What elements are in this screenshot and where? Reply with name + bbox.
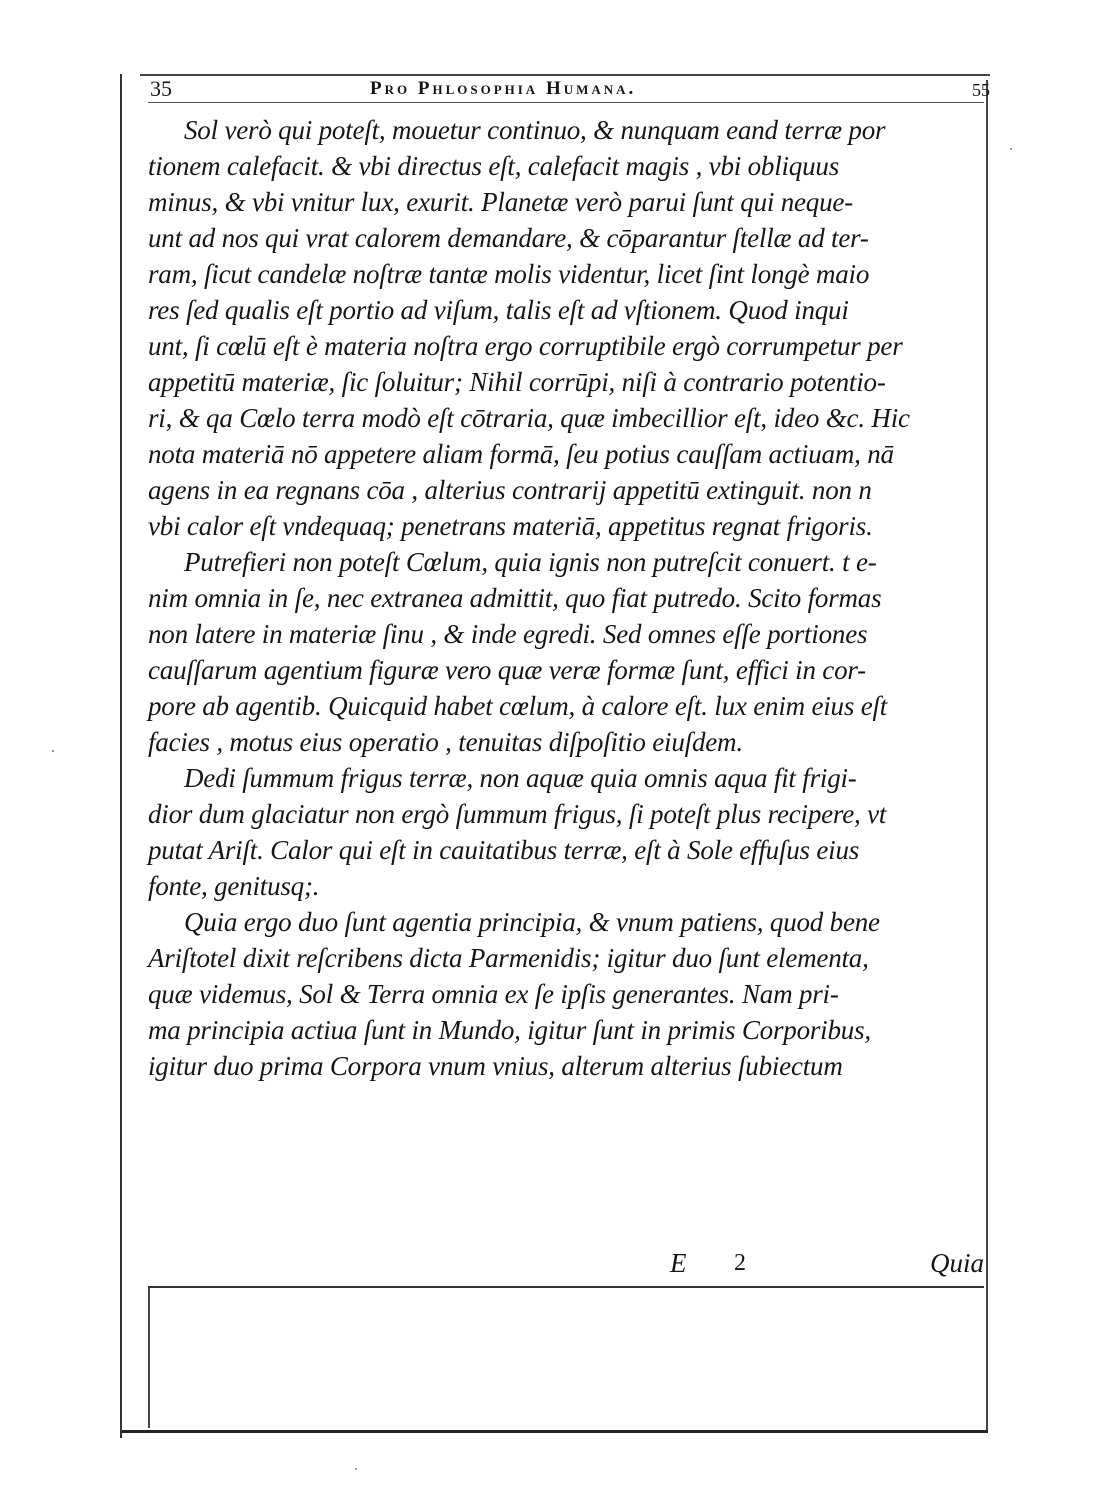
text-line: Ariſtotel dixit reſcribens dicta Parmenidis; igitur duo ſunt elementa, — [148, 943, 869, 973]
text-line: ma principia actiua ſunt in Mundo, igitur ſunt in primis Corporibus, — [148, 1015, 871, 1045]
text-line: non latere in materiæ ſinu , & inde egredi. Sed omnes eſſe portiones — [148, 619, 868, 649]
text-line: res ſed qualis eſt portio ad viſum, talis eſt ad vſtionem. Quod inqui — [148, 295, 849, 325]
text-line: ram, ſicut candelæ noſtræ tantæ molis videntur, licet ſint longè maio — [148, 259, 870, 289]
signature-mark: E — [670, 1248, 687, 1278]
header-rule — [148, 102, 984, 103]
page-frame-bottom — [122, 1430, 988, 1433]
paper-speck — [1010, 148, 1012, 150]
page-frame-left — [120, 74, 122, 1438]
page-number-right: 55 — [972, 80, 990, 100]
text-line: ri, & qa Cœlo terra modò eſt cōtraria, quæ imbecillior eſt, ideo &c. Hic — [148, 403, 910, 433]
text-line: unt, ſi cœlū eſt è materia noſtra ergo corruptibile ergò corrumpetur per — [148, 331, 903, 361]
lower-frame-left — [148, 1288, 150, 1428]
text-line: pore ab agentib. Quicquid habet cœlum, à calore eſt. lux enim eius eſt — [148, 691, 888, 721]
paper-speck — [355, 1468, 357, 1470]
text-line: unt ad nos qui vrat calorem demandare, & cōparantur ſtellæ ad ter- — [148, 223, 869, 253]
paper-speck — [52, 750, 54, 752]
text-line: dior dum glaciatur non ergò ſummum frigus, ſi poteſt plus recipere, vt — [148, 799, 887, 829]
catchword: Quia — [930, 1248, 984, 1278]
page-frame-right — [986, 80, 988, 1430]
text-line: agens in ea regnans cōa , alterius contrarij appetitū extinguit. non n — [148, 475, 872, 505]
text-line: Sol verò qui poteſt, mouetur continuo, & nunquam eand terræ por — [184, 115, 886, 145]
running-head: Pro Phlosophia Humana. — [370, 78, 637, 99]
text-line: Dedi ſummum frigus terræ, non aquæ quia omnis aqua fit frigi- — [184, 763, 857, 793]
text-line: putat Ariſt. Calor qui eſt in cauitatibus terræ, eſt à Sole effuſus eius — [148, 835, 860, 865]
text-line: fonte, genitusq;. — [148, 871, 320, 901]
text-line: vbi calor eſt vndequaq; penetrans materiā, appetitus regnat frigoris. — [148, 511, 873, 541]
signature-number: 2 — [734, 1250, 746, 1276]
text-line: appetitū materiæ, ſic ſoluitur; Nihil corrūpi, niſi à contrario potentio- — [148, 367, 886, 397]
page-number: 35 — [150, 76, 172, 101]
lower-rule — [148, 1286, 984, 1288]
text-line: quæ videmus, Sol & Terra omnia ex ſe ipſis generantes. Nam pri- — [148, 979, 839, 1009]
text-line: igitur duo prima Corpora vnum vnius, alterum alterius ſubiectum — [148, 1051, 843, 1081]
text-line: Putrefieri non poteſt Cœlum, quia ignis non putreſcit conuert. t e- — [184, 547, 877, 577]
text-line: minus, & vbi vnitur lux, exurit. Planetæ verò parui ſunt qui neque- — [148, 187, 853, 217]
text-line: Quia ergo duo ſunt agentia principia, & vnum patiens, quod bene — [184, 907, 880, 937]
text-line: nota materiā nō appetere aliam formā, ſeu potius cauſſam actiuam, nā — [148, 439, 894, 469]
text-line: nim omnia in ſe, nec extranea admittit, quo fiat putredo. Scito formas — [148, 583, 882, 613]
text-line: tionem calefacit. & vbi directus eſt, calefacit magis , vbi obliquus — [148, 151, 840, 181]
page-header — [150, 76, 990, 102]
page-footer — [148, 1248, 984, 1284]
body-text — [148, 112, 984, 1084]
text-line: cauſſarum agentium figuræ vero quæ veræ formæ ſunt, effici in cor- — [148, 655, 866, 685]
text-line: facies , motus eius operatio , tenuitas diſpoſitio eiuſdem. — [148, 727, 743, 757]
